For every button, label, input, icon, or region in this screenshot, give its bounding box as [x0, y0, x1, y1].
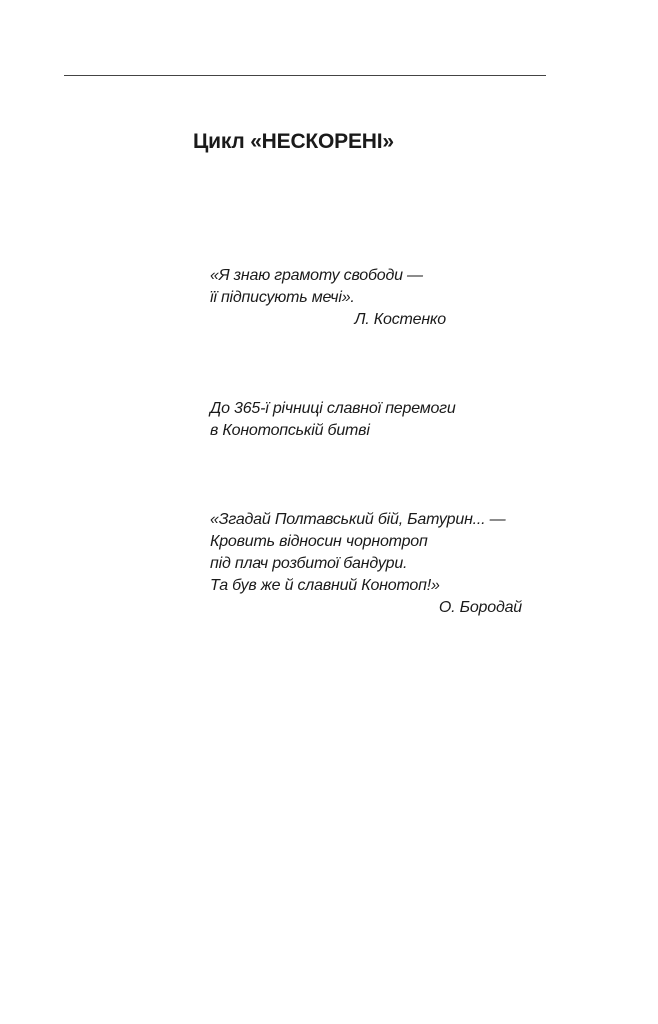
epigraph-kostenko: [210, 265, 446, 331]
dedication: [210, 398, 456, 442]
dedication-line: в Конотопській битві: [210, 422, 370, 439]
top-divider-line: [64, 75, 546, 76]
epigraph-line: Кровить відносин чорнотроп: [210, 533, 428, 550]
epigraph-author: Л. Костенко: [354, 311, 446, 328]
epigraph-line: «Я знаю грамоту свободи —: [210, 267, 423, 284]
cycle-title: Цикл «НЕСКОРЕНІ»: [193, 130, 394, 153]
epigraph-line: «Згадай Полтавський бій, Батурин... —: [210, 511, 506, 528]
epigraph-line: Та був же й славний Конотоп!»: [210, 577, 440, 594]
dedication-line: До 365-ї річниці славної перемоги: [210, 400, 456, 417]
epigraph-author: О. Бородай: [438, 599, 522, 616]
epigraph-line: під плач розбитої бандури.: [210, 555, 408, 572]
epigraph-line: її підписують мечі».: [210, 289, 355, 306]
epigraph-boroday: [210, 509, 522, 619]
